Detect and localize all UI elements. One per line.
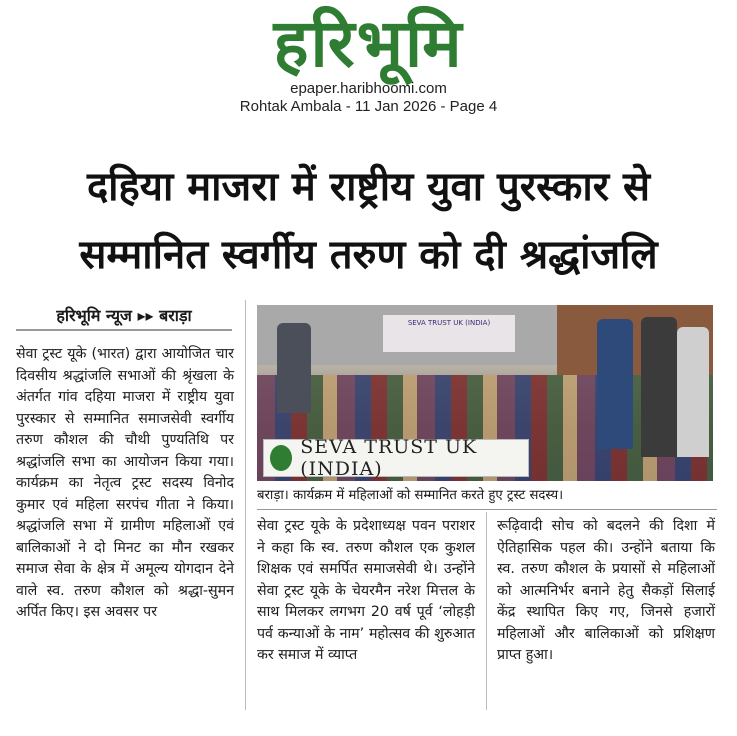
photo-back-banner: SEVA TRUST UK (INDIA) xyxy=(383,315,515,352)
article-photo xyxy=(257,305,713,481)
photo-caption: बराड़ा। कार्यक्रम में महिलाओं को सम्मानित करते हुए ट्रस्ट सदस्य। xyxy=(257,487,717,510)
photo-banner-text: SEVA TRUST UK (INDIA) xyxy=(300,436,478,480)
newspaper-logo: हरिभूमि xyxy=(273,5,464,82)
person-figure xyxy=(641,317,677,457)
column-divider xyxy=(486,512,487,710)
site-url[interactable]: epaper.haribhoomi.com xyxy=(290,80,447,97)
article-column-3: रूढ़िवादी सोच को बदलने की दिशा में ऐतिहासिक पहल की। उन्होंने बताया कि स्व. तरुण कौशल के प्रयासों से महिलाओं को आत्मनिर्भर बनाने हेतु सैकड़ों सिलाई केंद्र स्थापित किए गए, जिनसे हजारों महिलाओं और बालिकाओं को प्रशिक्षण प्राप्त हुआ। xyxy=(497,518,715,663)
byline: हरिभूमि न्यूज ▸▸ बराड़ा xyxy=(16,304,232,331)
person-figure xyxy=(677,327,709,457)
headline-line-1: दहिया माजरा में राष्ट्रीय युवा पुरस्कार से xyxy=(86,164,651,210)
article-column-2: सेवा ट्रस्ट यूके के प्रदेशाध्यक्ष पवन पराशर ने कहा कि स्व. तरुण कौशल एक कुशल शिक्षक एवं समर्पित समाजसेवी थे। उन्होंने सेवा ट्रस्ट यूके के चेयरमैन नरेश मित्तल के साथ मिलकर लगभग 20 वर्ष पूर्व ‘लोहड़ी पर्व कन्याओं के नाम’ महोत्सव की शुरुआत कर समाज में व्याप्त xyxy=(257,518,475,663)
edition-line: Rohtak Ambala - 11 Jan 2026 - Page 4 xyxy=(239,98,498,115)
masthead xyxy=(0,5,737,116)
person-figure xyxy=(277,323,311,413)
person-figure xyxy=(597,319,633,449)
photo-banner xyxy=(263,436,529,480)
headline-line-2: सम्मानित स्वर्गीय तरुण को दी श्रद्धांजलि xyxy=(79,232,658,278)
column-divider xyxy=(245,300,246,710)
article-column-1: सेवा ट्रस्ट यूके (भारत) द्वारा आयोजित चार दिवसीय श्रद्धांजलि सभाओं की श्रृंखला के अंतर्गत गांव दहिया माजरा में राष्ट्रीय युवा पुरस्कार से सम्मानित समाजसेवी स्वर्गीय तरुण कौशल की चौथी पुण्यतिथि पर श्रद्धांजलि सभा का आयोजन किया गया। कार्यक्रम का नेतृत्व ट्रस्ट सदस्य विनोद कुमार एवं महिला सरपंच गीता ने किया। श्रद्धांजलि सभा में ग्रामीण महिलाओं एवं बालिकाओं ने दो मिनट का मौन रखकर समाज सेवा के क्षेत्र में अमूल्य योगदान देने वाले स्व. तरुण कौशल को श्रद्धा-सुमन अर्पित किए। इस अवसर पर xyxy=(16,346,234,620)
trust-emblem-icon xyxy=(270,445,292,471)
